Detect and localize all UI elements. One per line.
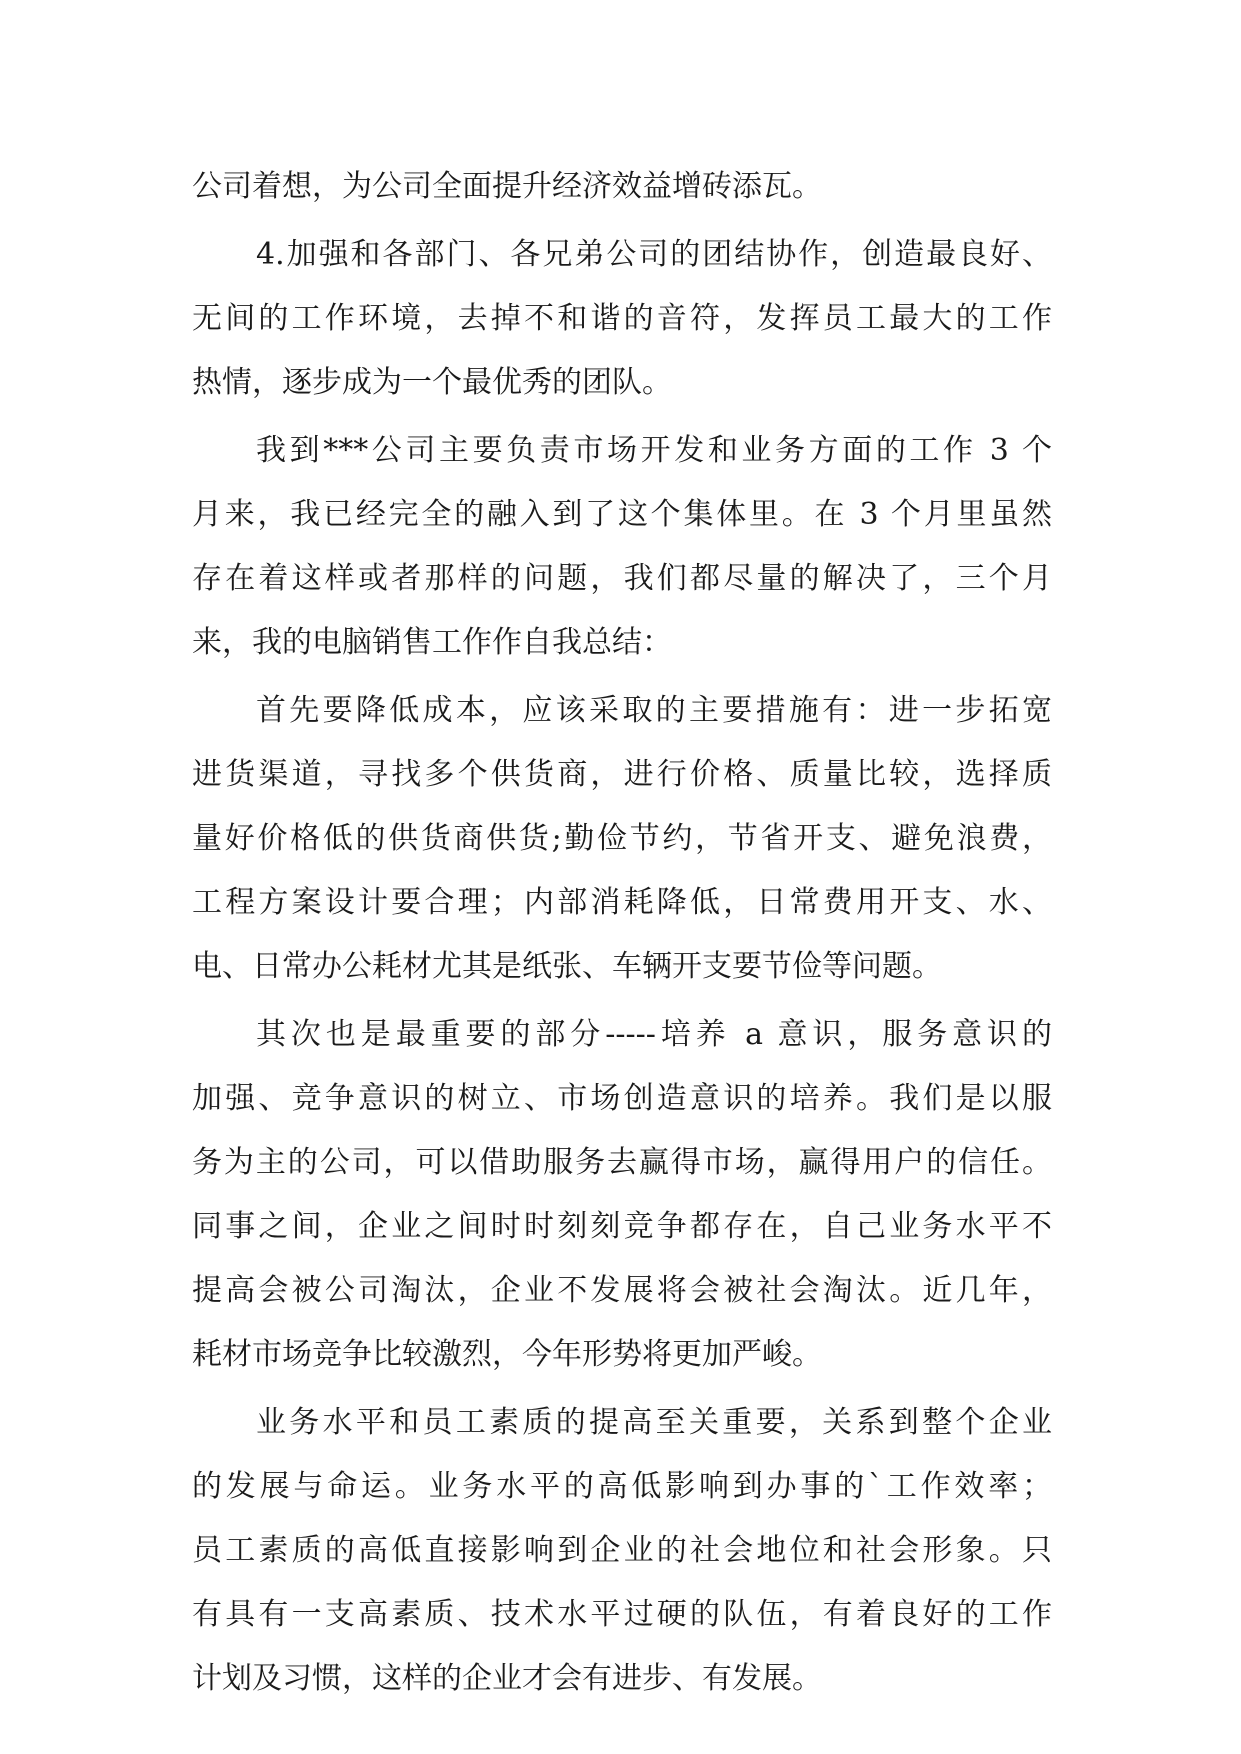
- text-line: 热情，逐步成为一个最优秀的团队。: [192, 365, 672, 400]
- text-line: 提高会被公司淘汰，企业不发展将会被社会淘汰。近几年，: [192, 1273, 1052, 1308]
- text-line: 我到***公司主要负责市场开发和业务方面的工作 3 个: [256, 433, 1052, 468]
- text-line: 来，我的电脑销售工作作自我总结：: [192, 625, 672, 660]
- text-line: 业务水平和员工素质的提高至关重要，关系到整个企业: [256, 1405, 1052, 1440]
- text-line: 计划及习惯，这样的企业才会有进步、有发展。: [192, 1661, 822, 1696]
- paragraph: [192, 419, 1052, 675]
- text-line: 公司着想，为公司全面提升经济效益增砖添瓦。: [192, 169, 822, 204]
- text-line: 月来，我已经完全的融入到了这个集体里。在 3 个月里虽然: [192, 497, 1052, 532]
- text-line: 务为主的公司，可以借助服务去赢得市场，赢得用户的信任。: [192, 1145, 1052, 1180]
- text-line: 4.加强和各部门、各兄弟公司的团结协作，创造最良好、: [256, 237, 1052, 272]
- text-line: 同事之间，企业之间时时刻刻竞争都存在，自己业务水平不: [192, 1209, 1052, 1244]
- text-line: 有具有一支高素质、技术水平过硬的队伍，有着良好的工作: [192, 1597, 1052, 1632]
- text-line: 的发展与命运。业务水平的高低影响到办事的`工作效率；: [192, 1469, 1052, 1504]
- text-line: 无间的工作环境，去掉不和谐的音符，发挥员工最大的工作: [192, 301, 1052, 336]
- text-line: 首先要降低成本，应该采取的主要措施有：进一步拓宽: [256, 693, 1052, 728]
- text-line: 加强、竞争意识的树立、市场创造意识的培养。我们是以服: [192, 1081, 1052, 1116]
- text-line: 工程方案设计要合理；内部消耗降低，日常费用开支、水、: [192, 885, 1052, 920]
- text-line: 员工素质的高低直接影响到企业的社会地位和社会形象。只: [192, 1533, 1052, 1568]
- paragraph: [192, 1003, 1052, 1387]
- document-page: [192, 155, 1052, 1711]
- paragraph: [192, 679, 1052, 999]
- text-line: 存在着这样或者那样的问题，我们都尽量的解决了，三个月: [192, 561, 1052, 596]
- text-line: 耗材市场竞争比较激烈，今年形势将更加严峻。: [192, 1337, 822, 1372]
- text-line: 电、日常办公耗材尤其是纸张、车辆开支要节俭等问题。: [192, 949, 942, 984]
- paragraph: [192, 155, 1052, 219]
- paragraph: [192, 223, 1052, 415]
- text-line: 量好价格低的供货商供货;勤俭节约，节省开支、避免浪费，: [192, 821, 1052, 856]
- text-line: 进货渠道，寻找多个供货商，进行价格、质量比较，选择质: [192, 757, 1052, 792]
- text-line: 其次也是最重要的部分-----培养 a 意识，服务意识的: [256, 1017, 1052, 1052]
- paragraph: [192, 1391, 1052, 1711]
